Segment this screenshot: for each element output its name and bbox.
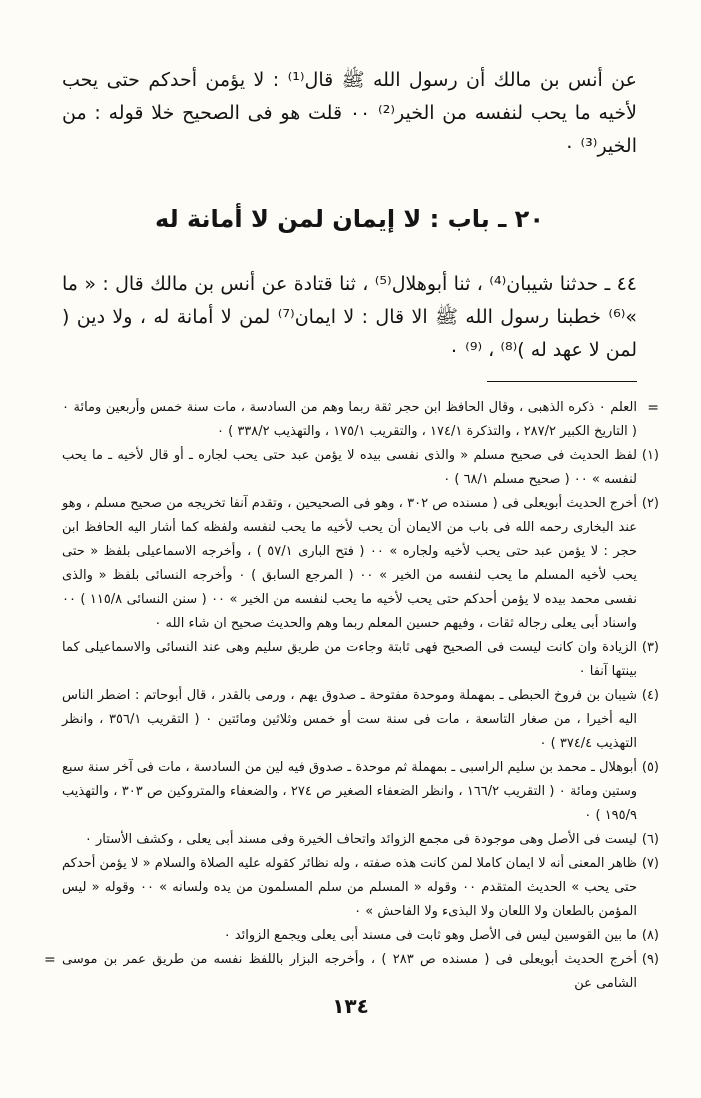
footnote-text: أخرج الحديث أبويعلى فى ( مسنده ص ٢٨٣ ) ، وأخرجه البزار باللفظ نفسه من طريق عمر بن موسى الشامى عن <box>62 952 637 991</box>
footnote-4 <box>62 684 659 756</box>
footnote-text: شيبان بن فروخ الحبطى ـ بمهملة وموحدة مفتوحة ـ صدوق يهم ، ورمى بالقدر ، قال أبوحاتم : اضطر الناس اليه أخيرا ، من صغار التاسعة ، مات فى سنة ست أو خمس وثلاثين ومائتين ٠ ( التقريب ٣٥٦/١ ، وانظر التهذيب ٣٧٤/٤ ) ٠ <box>62 688 637 751</box>
footnote-number: (٥) <box>641 760 659 775</box>
footnote-divider <box>487 381 637 382</box>
footnote-9 <box>44 948 659 996</box>
hadith-paragraph-2: ٤٤ ـ حدثنا شيبان⁽⁴⁾ ، ثنا أبوهلال⁽⁵⁾ ، ثنا قتادة عن أنس بن مالك قال : « ما »⁽⁶⁾ خطبنا رسول الله ﷺ الا قال : لا ايمان⁽⁷⁾ لمن لا أمانة له ، ولا دين ( لمن لا عهد له )⁽⁸⁾ ، ⁽⁹⁾ ٠ <box>62 273 637 361</box>
hadith-paragraph-1: عن أنس بن مالك أن رسول الله ﷺ قال⁽¹⁾ : لا يؤمن أحدكم حتى يحب لأخيه ما يحب لنفسه من الخير⁽²⁾ ٠٠ قلت هو فى الصحيح خلا قوله : من الخير⁽³⁾ ٠ <box>62 69 637 157</box>
footnote-text: أبوهلال ـ محمد بن سليم الراسبى ـ بمهملة ثم موحدة ـ صدوق فيه لين من السادسة ، مات فى آخر سنة سبع وستين ومائة ٠ ( التقريب ١٦٦/٢ ، وانظر الضعفاء الصغير ص ٢٧٤ ، والضعفاء والمتروكين ص ٣٠٣ ، والتهذيب ١٩٥/٩ ) ٠ <box>62 760 638 823</box>
footnote-text: ليست فى الأصل وهى موجودة فى مجمع الزوائد واتحاف الخيرة وفى مسند أبى يعلى ، وكشف الأستار ٠ <box>84 832 637 847</box>
footnote-3 <box>62 636 659 684</box>
footnote-text: الزيادة وان كانت ليست فى الصحيح فهى ثابتة وجاءت من طريق سليم وهى عند النسائى والاسماعيلى كما بينتها آنفا ٠ <box>62 640 637 679</box>
footnote-text: أخرج الحديث أبويعلى فى ( مسنده ص ٣٠٢ ، وهو فى الصحيحين ، وتقدم آنفا تخريجه من صحيح مسلم ، وهو عند البخارى رحمه الله فى باب من الايمان أن يحب لأخيه ما يحب لنفسه ولفظه كما أشار اليه الحافظ ابن حجر : لا يؤمن عبد حتى يحب لأخيه ولجاره » ٠٠ ( فتح البارى ٥٧/١ ) ، وأخرجه الاسماعيلى بلفظ « حتى يحب لأخيه المسلم ما يحب لنفسه من الخير » ٠٠ ( المرجع السابق ) ٠ وأخرجه النسائى بلفظ « والذى نفسى محمد بيده لا يؤمن أحدكم حتى يحب لأخيه ما يحب لنفسه من الخير » ٠٠ ( سنن النسائى ١١٥/٨ ) ٠٠ واسناد أبى يعلى رجاله ثقات ، وفيهم حسين المعلم ربما وهم والحديث صحيح ان شاء الله ٠ <box>62 496 637 631</box>
footnote-number: (٢) <box>641 496 659 511</box>
footnote-text: العلم ٠ ذكره الذهبى ، وقال الحافظ ابن حجر ثقة ربما وهم من السادسة ، مات سنة خمس وأربعين ومائة ٠ ( التاريخ الكبير ٢٨٧/٢ ، والتذكرة ١٧٤/١ ، والتقريب ١٧٥/١ ، والتهذيب ٣٣٨/٢ ) ٠ <box>62 400 638 439</box>
footnote-2 <box>62 492 659 636</box>
footnote-5 <box>62 756 659 828</box>
footnote-text: لفظ الحديث فى صحيح مسلم « والذى نفسى بيده لا يؤمن عبد حتى يحب لجاره ـ أو قال لأخيه ـ ما يحب لنفسه » ٠٠ ( صحيح مسلم ٦٨/١ ) ٠ <box>62 448 637 487</box>
footnote-6 <box>62 828 659 852</box>
footnote-7 <box>62 852 659 924</box>
footnote-number: (٦) <box>641 832 659 847</box>
footnote-number: (٣) <box>641 640 659 655</box>
footnote-number: (١) <box>641 448 659 463</box>
footnote-8 <box>62 924 659 948</box>
chapter-title: ٢٠ ـ باب : لا إيمان لمن لا أمانة له <box>155 205 544 233</box>
main-text <box>62 64 637 367</box>
footnote-number: (٧) <box>641 856 659 871</box>
footnote-cont <box>62 396 659 444</box>
continuation-mark: = <box>44 952 56 968</box>
footnote-number: (٨) <box>641 928 659 943</box>
footnote-number: (٩) <box>641 952 659 967</box>
footnote-1 <box>62 444 659 492</box>
footnote-number: = <box>647 400 659 416</box>
footnotes <box>44 396 659 996</box>
footnote-text: ظاهر المعنى أنه لا ايمان كاملا لمن كانت هذه صفته ، وله نظائر كقوله عليه الصلاة والسلام « لا يؤمن أحدكم حتى يحب » الحديث المتقدم ٠٠ وقوله « المسلم من سلم المسلمون من يده ولسانه » ٠٠ وقوله « ليس المؤمن بالطعان ولا اللعان ولا البذىء ولا الفاحش » ٠ <box>62 856 637 919</box>
footnote-text: ما بين القوسين ليس فى الأصل وهو ثابت فى مسند أبى يعلى ويجمع الزوائد ٠ <box>223 928 637 943</box>
footnote-number: (٤) <box>641 688 659 703</box>
page-number: ١٣٤ <box>332 994 369 1018</box>
